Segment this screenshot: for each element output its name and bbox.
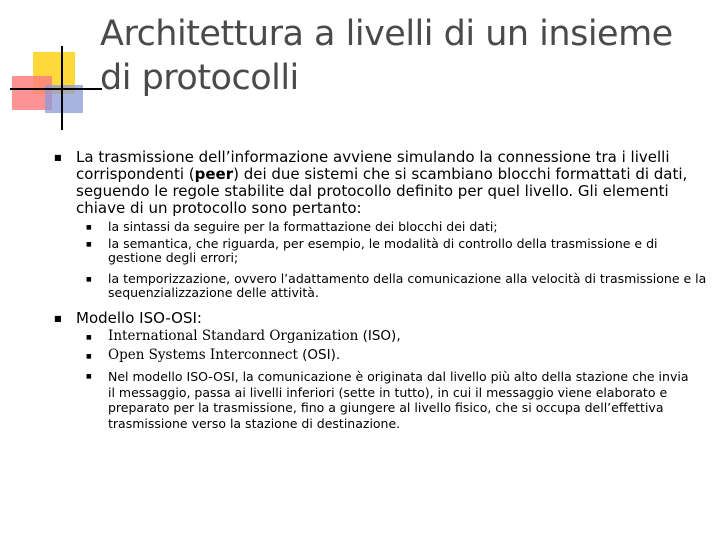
bullet-marker: ■	[86, 373, 92, 380]
sub-bullet-sintassi: la sintassi da seguire per la formattazione dei blocchi dei dati;	[108, 219, 498, 234]
slide-title: Architettura a livelli di un insieme di protocolli	[100, 14, 673, 98]
sub-bullet-iso: International Standard Organization (ISO),	[108, 328, 401, 344]
peer-term: peer	[194, 165, 234, 183]
bullet-marker: ■	[86, 334, 92, 341]
sub-bullet-semantica: la semantica, che riguarda, per esempio, le modalità di controllo della trasmissione e di gestione degli errori;	[108, 236, 658, 265]
sub-bullet-temporizzazione: la temporizzazione, ovvero l’adattamento della comunicazione alla velocità di trasmissione e la sequenzializzazione delle attività.	[108, 271, 707, 300]
bullet-marker: ■	[86, 276, 92, 283]
bullet-marker: ■	[86, 353, 92, 360]
sub-bullet-osi: Open Systems Interconnect (OSI).	[108, 347, 341, 363]
bullet-marker: ■	[54, 153, 62, 162]
bullet-iso-osi-model: Modello ISO-OSI:	[76, 309, 202, 327]
decor-horizontal-line	[10, 88, 102, 90]
bullet-marker: ■	[54, 314, 62, 323]
bullet-marker: ■	[86, 241, 92, 248]
bullet-protocol-intro: La trasmissione dell’informazione avviene simulando la connessione tra i livelli corrispondenti (peer) dei due sistemi che si scambiano blocchi formattati di dati, seguendo le regole stabilite dal protocollo definito per quel livello. Gli elementi chiave di un protocollo sono pertanto:	[76, 148, 688, 217]
bullet-marker: ■	[86, 224, 92, 231]
sub-bullet-iso-osi-note: Nel modello ISO-OSI, la comunicazione è originata dal livello più alto della stazione che invia il messaggio, passa ai livelli inferiori (sette in tutto), in cui il messaggio viene elaborato e preparato per la trasmissione, fino a giungere al livello fisico, che si occupa dell’effettiva trasmissione verso la stazione di destinazione.	[108, 369, 689, 431]
